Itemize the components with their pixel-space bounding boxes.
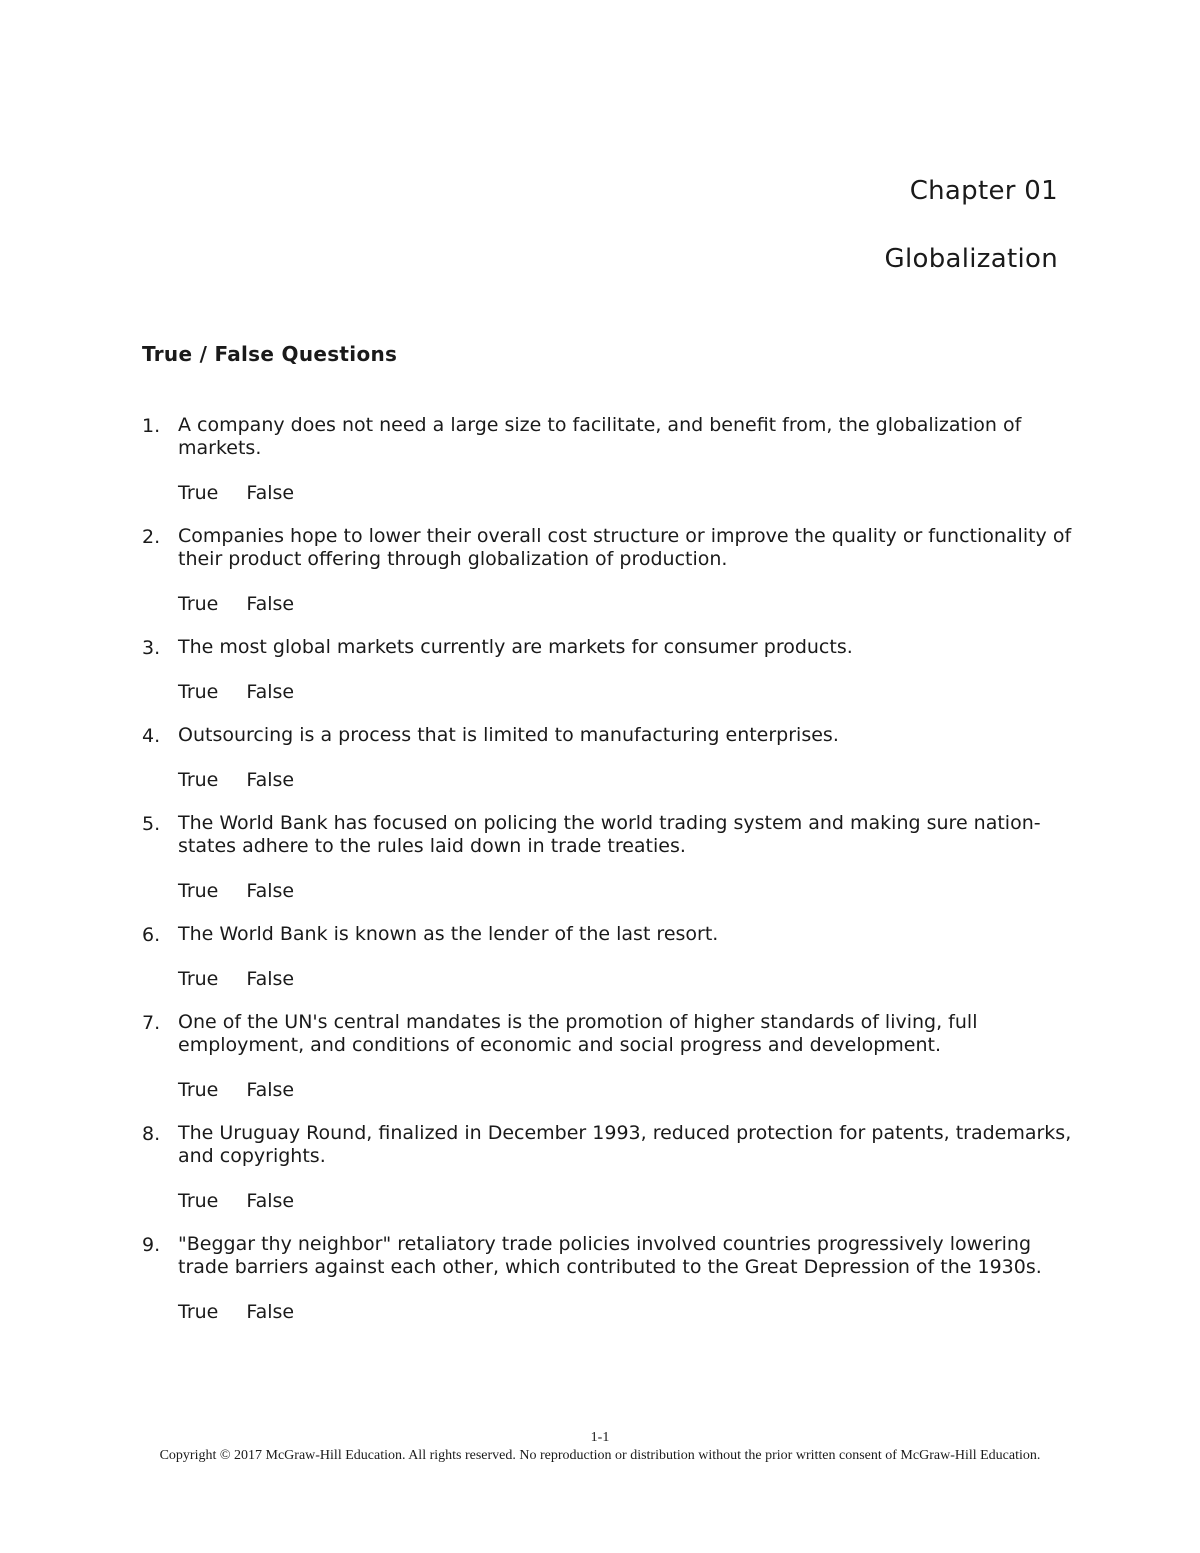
question-text: "Beggar thy neighbor" retaliatory trade policies involved countries progressively lowering trade barriers against each other, which contributed to the Great Depression of the 1930s. <box>178 1233 1042 1278</box>
option-false[interactable]: False <box>246 593 295 615</box>
section-heading: True / False Questions <box>142 342 398 366</box>
answer-options <box>178 967 1072 991</box>
question-text: The World Bank is known as the lender of the last resort. <box>178 923 719 945</box>
question-list <box>142 414 1072 1344</box>
option-false[interactable]: False <box>246 968 295 990</box>
option-false[interactable]: False <box>246 681 295 703</box>
question-text: Companies hope to lower their overall cost structure or improve the quality or functionality of their product offering through globalization of production. <box>178 525 1072 570</box>
option-true[interactable]: True <box>178 1190 219 1212</box>
option-true[interactable]: True <box>178 1079 219 1101</box>
option-false[interactable]: False <box>246 880 295 902</box>
answer-options <box>178 1189 1072 1213</box>
option-true[interactable]: True <box>178 769 219 791</box>
page-footer <box>142 1429 1058 1465</box>
question-item <box>142 414 1072 505</box>
answer-options <box>178 1300 1072 1324</box>
question-number: 1. <box>142 415 161 437</box>
question-item <box>142 923 1072 991</box>
question-text: The Uruguay Round, finalized in December 1993, reduced protection for patents, trademarks, and copyrights. <box>178 1122 1072 1167</box>
question-number: 4. <box>142 725 161 747</box>
question-item <box>142 724 1072 792</box>
question-item <box>142 525 1072 616</box>
option-false[interactable]: False <box>246 1301 295 1323</box>
option-true[interactable]: True <box>178 1301 219 1323</box>
answer-options <box>178 592 1072 616</box>
answer-options <box>178 481 1072 505</box>
option-false[interactable]: False <box>246 1079 295 1101</box>
question-item <box>142 1122 1072 1213</box>
question-number: 9. <box>142 1234 161 1256</box>
question-item <box>142 1233 1072 1324</box>
option-true[interactable]: True <box>178 482 219 504</box>
question-item <box>142 1011 1072 1102</box>
question-number: 8. <box>142 1123 161 1145</box>
option-true[interactable]: True <box>178 681 219 703</box>
question-text: The World Bank has focused on policing the world trading system and making sure nation-states adhere to the rules laid down in trade treaties. <box>178 812 1041 857</box>
question-number: 7. <box>142 1012 161 1034</box>
answer-options <box>178 879 1072 903</box>
question-text: One of the UN's central mandates is the promotion of higher standards of living, full employment, and conditions of economic and social progress and development. <box>178 1011 978 1056</box>
question-number: 6. <box>142 924 161 946</box>
answer-options <box>178 680 1072 704</box>
question-item <box>142 812 1072 903</box>
option-true[interactable]: True <box>178 968 219 990</box>
question-number: 3. <box>142 637 161 659</box>
copyright-notice: Copyright © 2017 McGraw-Hill Education. All rights reserved. No reproduction or distribution without the prior written consent of McGraw-Hill Education. <box>159 1448 1041 1463</box>
option-true[interactable]: True <box>178 593 219 615</box>
question-number: 5. <box>142 813 161 835</box>
question-text: The most global markets currently are markets for consumer products. <box>178 636 853 658</box>
option-false[interactable]: False <box>246 1190 295 1212</box>
answer-options <box>178 768 1072 792</box>
option-false[interactable]: False <box>246 482 295 504</box>
question-number: 2. <box>142 526 161 548</box>
option-true[interactable]: True <box>178 880 219 902</box>
chapter-title: Globalization <box>884 244 1058 274</box>
question-text: Outsourcing is a process that is limited to manufacturing enterprises. <box>178 724 839 746</box>
chapter-number: Chapter 01 <box>909 176 1058 206</box>
question-text: A company does not need a large size to facilitate, and benefit from, the globalization of markets. <box>178 414 1022 459</box>
option-false[interactable]: False <box>246 769 295 791</box>
question-item <box>142 636 1072 704</box>
page-number: 1-1 <box>590 1430 610 1445</box>
answer-options <box>178 1078 1072 1102</box>
